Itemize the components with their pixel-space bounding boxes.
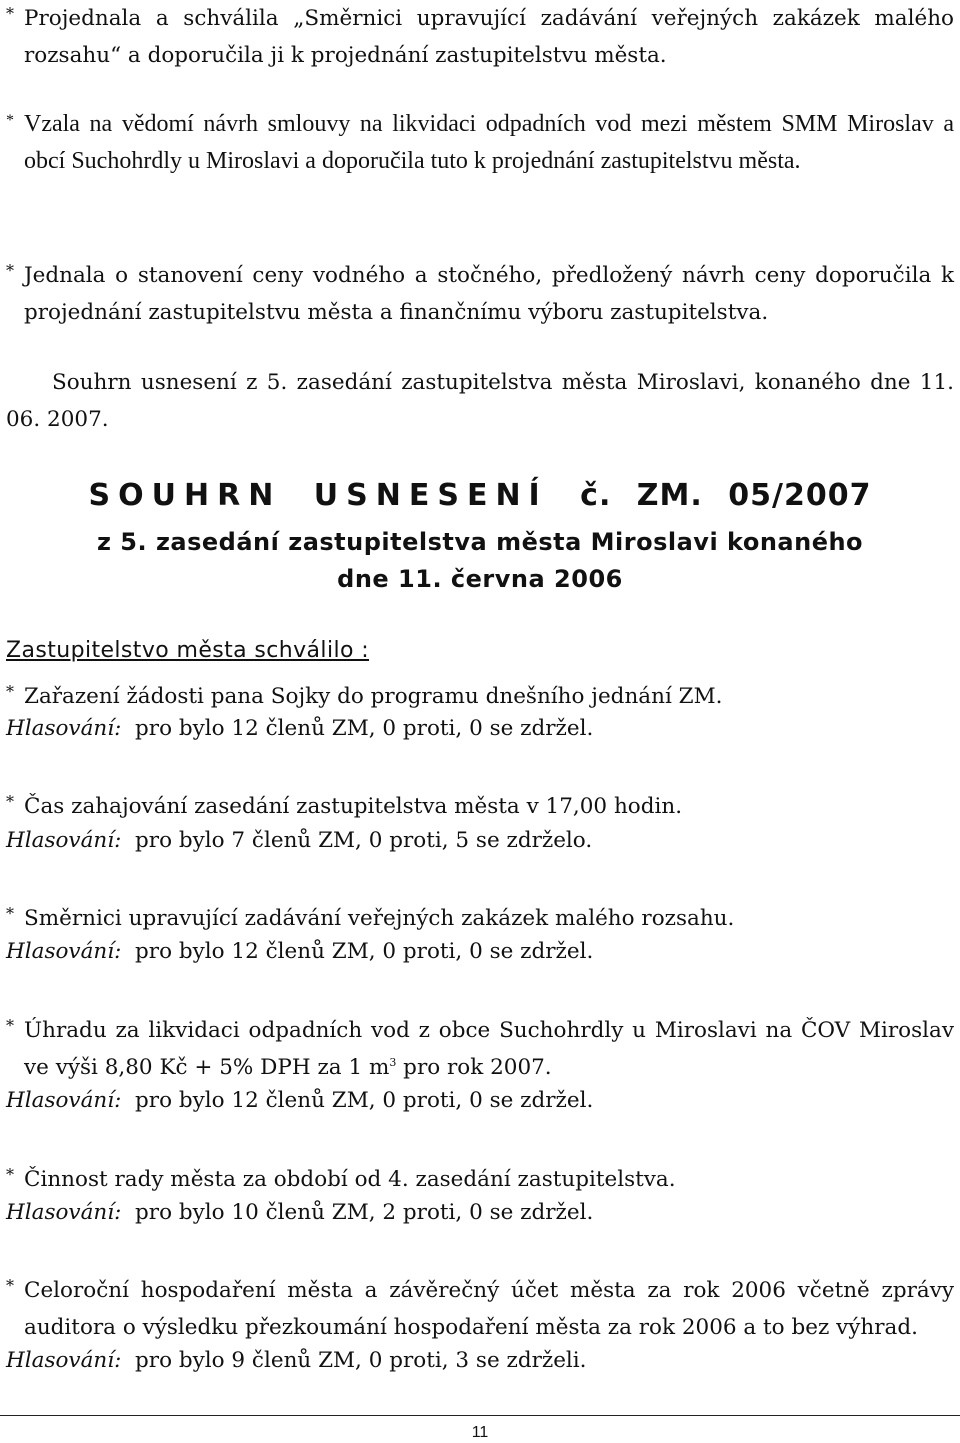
vote-label: Hlasování: bbox=[6, 1200, 122, 1225]
resolution-item: * Celoroční hospodaření města a závěrečný účet města za rok 2006 včetně zprávy auditora o výsledku přezkoumání hospodaření města za rok 2006 a to bez výhrad. bbox=[6, 1267, 954, 1346]
footer-divider bbox=[0, 1415, 960, 1416]
resolution-item: * Úhradu za likvidaci odpadních vod z obce Suchohrdly u Miroslavi na ČOV Miroslav ve výši 8,80 Kč + 5% DPH za 1 $m^3$ pro rok 2007. bbox=[6, 1007, 954, 1086]
resolution-item: * Čas zahajování zasedání zastupitelstva města v 17,00 hodin. bbox=[6, 783, 954, 825]
vote-line: Hlasování: pro bylo 7 členů ZM, 0 proti, 5 se zdrželo. bbox=[6, 828, 593, 853]
paragraph-guidelines: * Projednala a schválila „Směrnici upravující zadávání veřejných zakázek malého rozsahu“ a doporučila ji k projednání zastupitelstvu města. bbox=[6, 0, 954, 74]
vote-label: Hlasování: bbox=[6, 716, 122, 741]
bullet-asterisk: * bbox=[6, 682, 14, 701]
vote-label: Hlasování: bbox=[6, 1348, 122, 1373]
title-number: č. ZM. 05/2007 bbox=[580, 478, 872, 513]
bullet-asterisk: * bbox=[6, 904, 14, 923]
bullet-asterisk: * bbox=[6, 1165, 14, 1184]
resolution-item: * Činnost rady města za období od 4. zasedání zastupitelstva. bbox=[6, 1156, 954, 1198]
bullet-asterisk: * bbox=[6, 261, 14, 280]
bullet-asterisk: * bbox=[6, 112, 14, 129]
vote-line: Hlasování: pro bylo 12 členů ZM, 0 proti, 0 se zdržel. bbox=[6, 1088, 594, 1113]
bullet-asterisk: * bbox=[6, 792, 14, 811]
summary-intro: Souhrn usnesení z 5. zasedání zastupitelstva města Miroslavi, konaného dne 11. 06. 2007. bbox=[6, 370, 954, 432]
bullet-asterisk: * bbox=[6, 1276, 14, 1295]
vote-line: Hlasování: pro bylo 10 členů ZM, 2 proti, 0 se zdržel. bbox=[6, 1200, 594, 1225]
title-subtitle: z 5. zasedání zastupitelstva města Miroslavi konaného bbox=[96, 528, 864, 556]
paragraph-wastewater-contract: * Vzala na vědomí návrh smlouvy na likvidaci odpadních vod mezi městem SMM Miroslav a obcí Suchohrdly u Miroslavi a doporučila tuto k projednání zastupitelstvu města. bbox=[6, 102, 954, 180]
resolution-item: * Směrnici upravující zadávání veřejných zakázek malého rozsahu. bbox=[6, 895, 954, 937]
bullet-asterisk: * bbox=[6, 4, 14, 23]
vote-label: Hlasování: bbox=[6, 1088, 122, 1113]
document-title bbox=[0, 478, 960, 513]
section-heading: Zastupitelstvo města schválilo : bbox=[6, 638, 370, 663]
page-number: 11 bbox=[471, 1424, 489, 1441]
paragraph-water-price: * Jednala o stanovení ceny vodného a stočného, předložený návrh ceny doporučila k projednání zastupitelstvu města a finančnímu výboru zastupitelstva. bbox=[6, 252, 954, 331]
title-main: SOUHRN USNESENÍ bbox=[88, 478, 548, 513]
vote-line: Hlasování: pro bylo 9 členů ZM, 0 proti, 3 se zdrželi. bbox=[6, 1348, 587, 1373]
vote-label: Hlasování: bbox=[6, 828, 122, 853]
bullet-asterisk: * bbox=[6, 1016, 14, 1035]
resolution-item: * Zařazení žádosti pana Sojky do programu dnešního jednání ZM. bbox=[6, 673, 954, 715]
vote-line: Hlasování: pro bylo 12 členů ZM, 0 proti, 0 se zdržel. bbox=[6, 939, 594, 964]
vote-label: Hlasování: bbox=[6, 939, 122, 964]
title-date: dne 11. června 2006 bbox=[337, 565, 623, 593]
vote-line: Hlasování: pro bylo 12 členů ZM, 0 proti, 0 se zdržel. bbox=[6, 716, 594, 741]
